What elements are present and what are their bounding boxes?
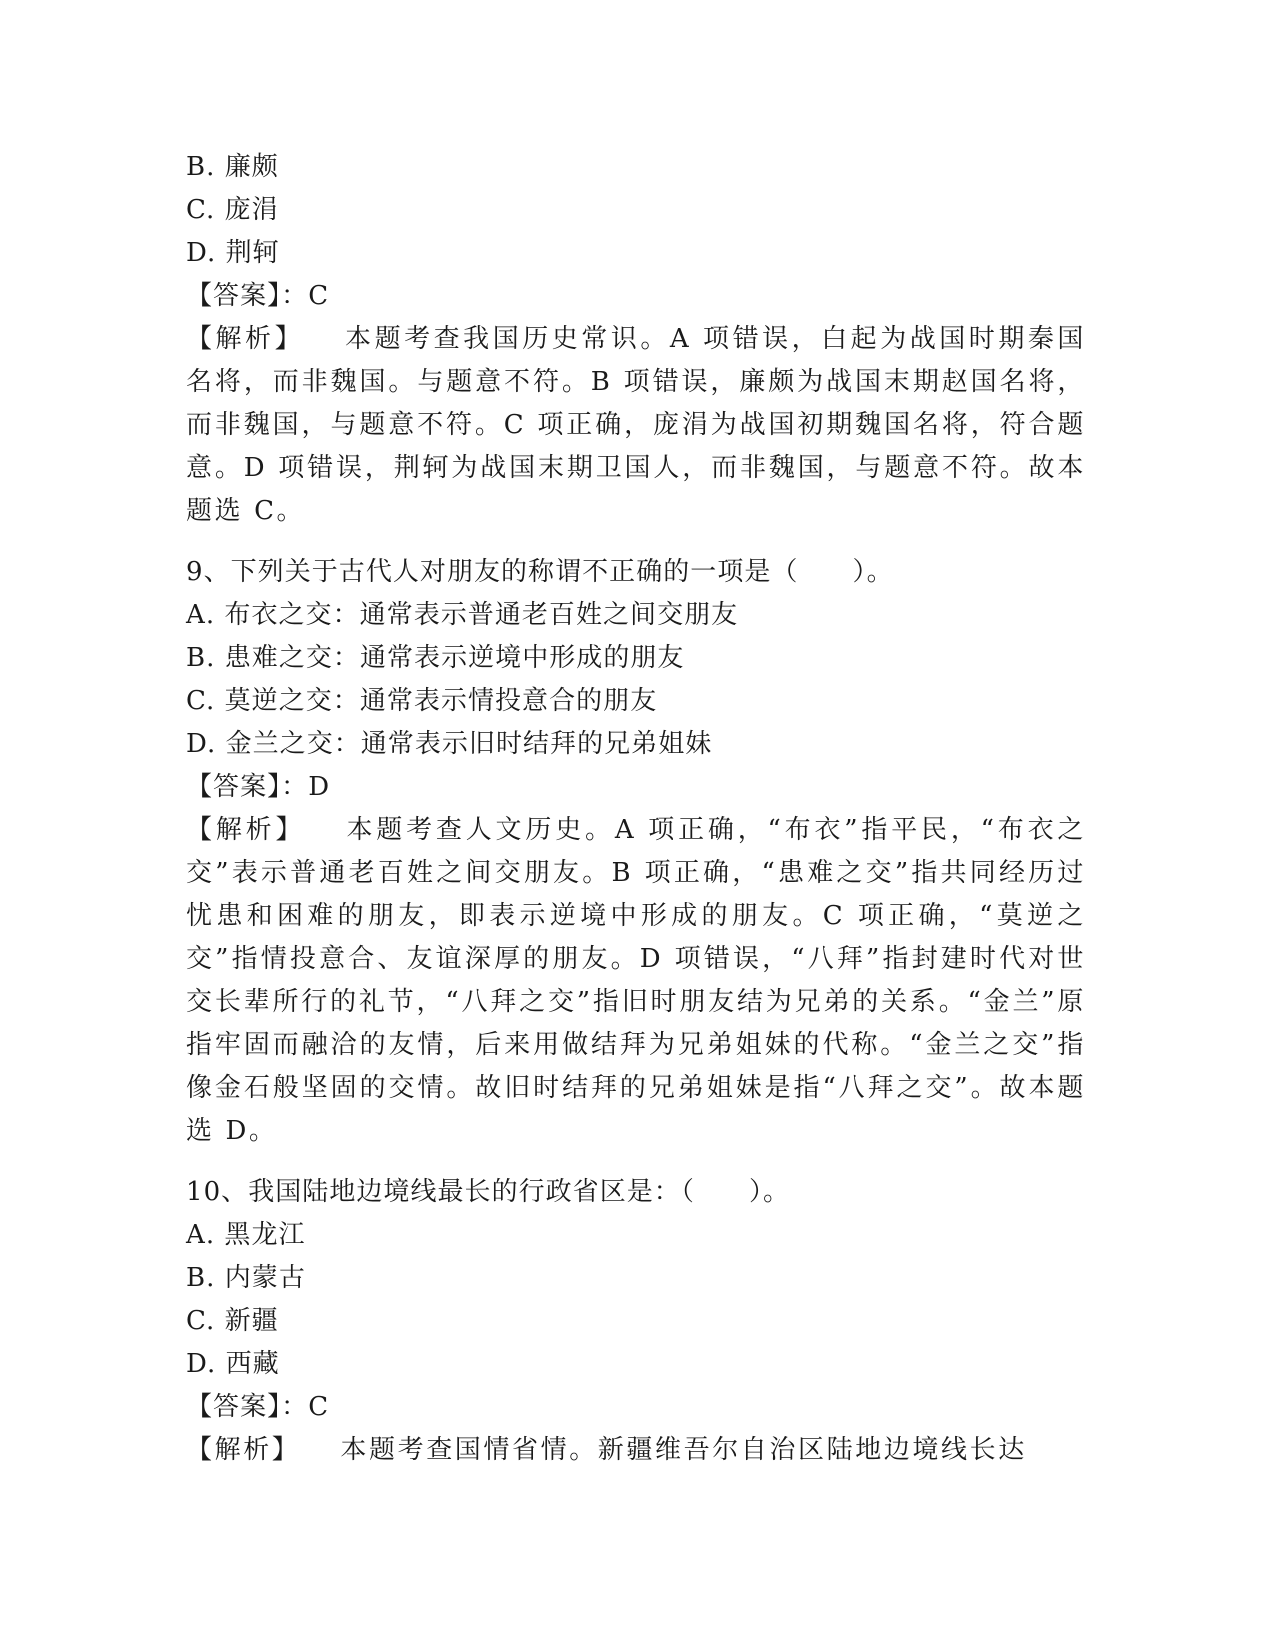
q8-analysis-label: 【解析】 [186, 324, 305, 354]
q8-answer-label: 【答案】 [186, 281, 282, 311]
q10-option-b: B. 内蒙古 [186, 1263, 306, 1293]
q9-option-a: A. 布衣之交：通常表示普通老百姓之间交朋友 [186, 600, 739, 630]
q9-option-b: B. 患难之交：通常表示逆境中形成的朋友 [186, 643, 685, 673]
q10-analysis [186, 1429, 1086, 1472]
q9-question: 9、下列关于古代人对朋友的称谓不正确的一项是（ ）。 [186, 557, 894, 587]
q10-option-d: D. 西藏 [186, 1349, 280, 1379]
q10-answer [186, 1386, 1086, 1429]
q10-option-c: C. 新疆 [186, 1306, 279, 1336]
q8-option-c: C. 庞涓 [186, 195, 279, 225]
q10-analysis-label: 【解析】 [186, 1435, 301, 1465]
q9-option-c: C. 莫逆之交：通常表示情投意合的朋友 [186, 686, 658, 716]
q9-analysis [186, 809, 1086, 1153]
q8-answer-value: ：C [281, 281, 330, 311]
q8-answer [186, 275, 1086, 318]
q8-analysis-text: 本题考查我国历史常识。A 项错误，白起为战国时期秦国名将，而非魏国。与题意不符。B 项错误，廉颇为战国末期赵国名将，而非魏国，与题意不符。C 项正确，庞涓为战国初期魏国名将，符合题意。D 项错误，荆轲为战国末期卫国人，而非魏国，与题意不符。故本题选 C。 [186, 324, 1086, 526]
q8-analysis [186, 318, 1086, 533]
q10-question: 10、我国陆地边境线最长的行政省区是：（ ）。 [186, 1177, 791, 1207]
q8-option-d: D. 荆轲 [186, 238, 280, 268]
q10-answer-value: ：C [281, 1392, 330, 1422]
q10-answer-label: 【答案】 [186, 1392, 282, 1422]
q9-answer-value: ：D [281, 772, 331, 802]
document-page [186, 146, 1086, 1472]
q9-analysis-text: 本题考查人文历史。A 项正确，“布衣”指平民，“布衣之交”表示普通老百姓之间交朋友。B 项正确，“患难之交”指共同经历过忧患和困难的朋友，即表示逆境中形成的朋友。C 项正确，“莫逆之交”指情投意合、友谊深厚的朋友。D 项错误，“八拜”指封建时代对世交长辈所行的礼节，“八拜之交”指旧时朋友结为兄弟的关系。“金兰”原指牢固而融洽的友情，后来用做结拜为兄弟姐妹的代称。“金兰之交”指像金石般坚固的交情。故旧时结拜的兄弟姐妹是指“八拜之交”。故本题选 D。 [186, 815, 1086, 1146]
q9-analysis-label: 【解析】 [186, 815, 306, 845]
q10-option-a: A. 黑龙江 [186, 1220, 306, 1250]
q9-answer [186, 766, 1086, 809]
q10-analysis-text: 本题考查国情省情。新疆维吾尔自治区陆地边境线长达 [340, 1435, 1027, 1465]
q9-option-d: D. 金兰之交：通常表示旧时结拜的兄弟姐妹 [186, 729, 713, 759]
q8-option-b: B. 廉颇 [186, 152, 279, 182]
q9-answer-label: 【答案】 [186, 772, 282, 802]
